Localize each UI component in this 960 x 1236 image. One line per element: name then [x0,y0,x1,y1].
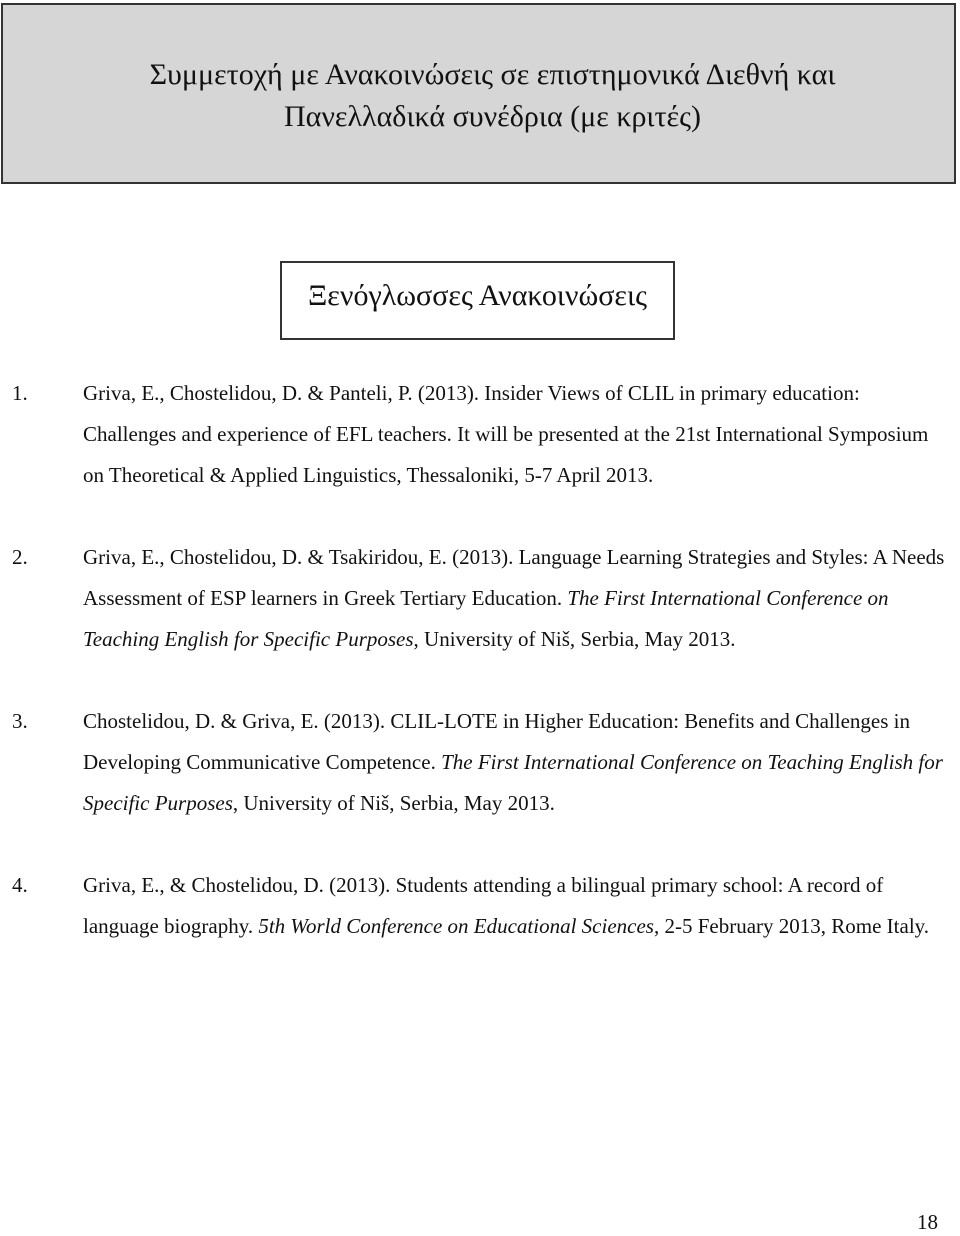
page-title-line-2: Πανελλαδικά συνέδρια (με κριτές) [283,100,702,133]
publication-entry-3 [0,701,960,824]
subsection-title: Ξενόγλωσσες Ανακοινώσεις [308,279,647,312]
entry-tail: , University of Niš, Serbia, May 2013. [413,627,736,651]
entry-tail: , 2-5 February 2013, Rome Italy. [653,914,930,938]
entry-text: Griva, E., Chostelidou, D. & Panteli, P. (2013). Insider Views of CLIL in primary education: Challenges and experience of EFL teachers. It will be presented at the 21st International Symposium on Theoretical & Applied Linguistics, Thessaloniki, 5-7 April 2013. [83,381,929,487]
subsection-header-box [280,261,675,340]
publication-entry-2 [0,537,960,660]
entry-venue: 5th World Conference on Educational Sciences [258,914,654,938]
entry-tail: , University of Niš, Serbia, May 2013. [232,791,555,815]
page-number: 18 [917,1210,938,1234]
entry-text: Griva, E., Chostelidou, D. & Tsakiridou, E. (2013). Language Learning Strategies and Styles: A Needs Assessment of ESP learners in Greek Tertiary Education. [83,545,945,610]
entry-text: Chostelidou, D. & Griva, E. (2013). CLIL-LOTE in Higher Education: Benefits and Challenges in Developing Communicative Competence. [83,709,910,774]
entry-text: Griva, E., & Chostelidou, D. (2013). Students attending a bilingual primary school: A record of language biography. [83,873,884,938]
entry-number: 4. [12,873,28,897]
entry-number: 1. [12,381,28,405]
entry-venue: The First International Conference on Teaching English for Specific Purposes [83,586,889,651]
publication-entry-4 [0,865,960,947]
page-title [31,54,954,138]
section-header-box [1,3,956,184]
entry-number: 3. [12,709,28,733]
publication-entry-1 [0,373,960,496]
entry-number: 2. [12,545,28,569]
page-title-line-1: Συμμετοχή με Ανακοινώσεις σε επιστημονικά Διεθνή και [149,58,836,91]
entry-venue: The First International Conference on Teaching English for Specific Purposes [83,750,943,815]
publication-list [0,373,960,947]
